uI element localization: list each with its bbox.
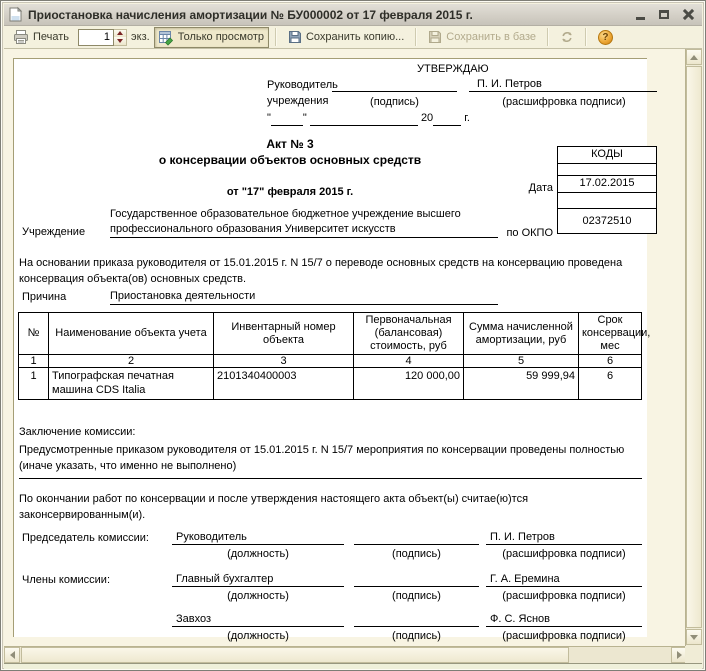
approve-role-line1: Руководитель xyxy=(267,79,338,91)
position-hint: (должность) xyxy=(227,590,289,602)
assets-header-row xyxy=(19,313,642,355)
institution-value: Государственное образовательное бюджетное учреждение высшего профессионального образования Университет искусств xyxy=(110,207,498,238)
spin-up-button[interactable] xyxy=(114,30,126,38)
scroll-down-button[interactable] xyxy=(686,629,702,645)
col-header: Первоначальная (балансовая) стоимость, руб xyxy=(354,313,464,355)
spin-down-icon xyxy=(117,39,123,43)
position-value: Главный бухгалтер xyxy=(172,572,344,587)
approve-date-line: " " 20 г. xyxy=(267,112,470,124)
col-number: 3 xyxy=(214,355,354,368)
institution-label: Учреждение xyxy=(22,226,86,238)
copies-input[interactable] xyxy=(78,29,114,46)
minimize-button[interactable] xyxy=(631,7,649,23)
signature-blank xyxy=(354,530,479,545)
final-text: По окончании работ по консервации и после утверждения настоящего акта объект(ы) считае(ю)тся законсервированным(и). xyxy=(19,493,529,521)
copies-spin-buttons xyxy=(114,29,127,46)
floppy-db-icon xyxy=(428,30,442,44)
sign-hint: (подпись) xyxy=(392,630,441,642)
minimize-icon xyxy=(636,17,645,20)
document-page xyxy=(13,58,651,642)
col-header: Сумма начисленной амортизации, руб xyxy=(464,313,579,355)
approve-sign-hint: (подпись) xyxy=(370,96,419,108)
col-header: № xyxy=(19,313,49,355)
reason-label: Причина xyxy=(22,291,67,303)
cell-object-name: Типографская печатная машина CDS Italia xyxy=(49,368,214,400)
cell-inventory-number: 2101340400003 xyxy=(214,368,354,400)
col-header: Наименование объекта учета xyxy=(49,313,214,355)
maximize-button[interactable] xyxy=(655,7,673,23)
reason-value: Приостановка деятельности xyxy=(110,289,498,305)
help-icon: ? xyxy=(598,30,613,45)
approve-role-line2: учреждения xyxy=(267,95,329,107)
conclusion-label: Заключение комиссии: xyxy=(19,426,136,438)
position-value: Завхоз xyxy=(172,612,344,627)
col-number: 1 xyxy=(19,355,49,368)
col-header: Инвентарный номер объекта xyxy=(214,313,354,355)
cell-depreciation: 59 999,94 xyxy=(464,368,579,400)
col-number: 6 xyxy=(579,355,642,368)
view-only-label: Только просмотр xyxy=(177,31,264,43)
title-bar xyxy=(4,4,702,26)
close-icon xyxy=(683,9,694,20)
scroll-left-button[interactable] xyxy=(4,647,20,663)
conclusion-text: Предусмотренные приказом руководителя от 15.01.2015 г. N 15/7 мероприятия по консервации проведены полностью (иначе указать, что именно не выполнено) xyxy=(19,444,625,472)
vertical-scrollbar xyxy=(685,49,702,646)
arrow-down-icon xyxy=(690,635,698,640)
approve-signature-line xyxy=(332,77,457,92)
approve-name-hint: (расшифровка подписи) xyxy=(502,96,626,108)
table-row xyxy=(19,368,642,400)
toolbar-separator xyxy=(547,28,549,46)
approve-title: УТВЕРЖДАЮ xyxy=(417,63,489,75)
scroll-up-button[interactable] xyxy=(686,49,702,65)
toolbar-separator xyxy=(585,28,587,46)
spin-down-button[interactable] xyxy=(114,37,126,45)
toolbar-separator xyxy=(275,28,277,46)
codes-header: КОДЫ xyxy=(557,146,657,164)
name-value: П. И. Петров xyxy=(486,530,642,545)
act-subtitle: о консервации объектов основных средств xyxy=(158,153,422,167)
col-number: 5 xyxy=(464,355,579,368)
cell-initial-cost: 120 000,00 xyxy=(354,368,464,400)
codes-okpo-value: 02372510 xyxy=(557,208,657,234)
arrow-up-icon xyxy=(690,55,698,60)
save-db-label: Сохранить в базе xyxy=(446,31,536,43)
copies-spinner xyxy=(78,29,127,46)
act-date: от "17" февраля 2015 г. xyxy=(226,186,354,198)
sign-hint: (подпись) xyxy=(392,548,441,560)
arrow-left-icon xyxy=(10,651,15,659)
document-area xyxy=(4,49,702,646)
codes-empty-cell xyxy=(557,192,657,209)
refresh-icon xyxy=(560,30,574,44)
basis-text: На основании приказа руководителя от 15.01.2015 г. N 15/7 о переводе основных средств на консервацию проведена консервация объекта(ов) основных средств. xyxy=(19,257,623,285)
status-bar xyxy=(4,663,702,669)
position-hint: (должность) xyxy=(227,630,289,642)
close-button[interactable] xyxy=(679,7,697,23)
name-hint: (расшифровка подписи) xyxy=(502,590,626,602)
print-label: Печать xyxy=(33,31,70,43)
help-button[interactable] xyxy=(593,27,618,48)
copies-unit-label: экз. xyxy=(131,31,150,43)
position-value: Руководитель xyxy=(172,530,344,545)
toolbar xyxy=(4,26,702,49)
horizontal-scrollbar xyxy=(4,646,687,663)
col-number: 4 xyxy=(354,355,464,368)
name-hint: (расшифровка подписи) xyxy=(502,630,626,642)
floppy-icon xyxy=(288,30,302,44)
signature-blank xyxy=(354,572,479,587)
name-hint: (расшифровка подписи) xyxy=(502,548,626,560)
save-copy-label: Сохранить копию... xyxy=(305,31,405,43)
scrollbar-corner xyxy=(685,646,702,663)
cell-index: 1 xyxy=(19,368,49,400)
cell-term: 6 xyxy=(579,368,642,400)
document-icon xyxy=(9,7,22,22)
section-divider xyxy=(19,478,642,479)
codes-date-value: 17.02.2015 xyxy=(557,175,657,193)
codes-table xyxy=(557,147,657,234)
codes-date-label: Дата xyxy=(528,182,553,194)
approve-name: П. И. Петров xyxy=(469,77,657,92)
print-button[interactable] xyxy=(8,27,74,48)
toolbar-separator xyxy=(415,28,417,46)
h-scroll-thumb[interactable] xyxy=(21,647,569,663)
name-value: Г. А. Еремина xyxy=(486,572,642,587)
save-copy-button[interactable] xyxy=(283,27,409,47)
members-label: Члены комиссии: xyxy=(22,574,111,586)
codes-okpo-label: по ОКПО xyxy=(506,227,553,239)
spin-up-icon xyxy=(117,31,123,35)
position-hint: (должность) xyxy=(227,548,289,560)
col-number: 2 xyxy=(49,355,214,368)
save-db-button[interactable] xyxy=(423,27,541,47)
act-title: Акт № 3 xyxy=(266,137,314,151)
signature-blank xyxy=(354,612,479,627)
printer-icon xyxy=(13,30,29,45)
assets-table xyxy=(18,312,651,400)
view-only-icon xyxy=(159,30,174,45)
view-only-toggle[interactable] xyxy=(154,27,269,48)
maximize-icon xyxy=(659,10,669,19)
v-scroll-thumb[interactable] xyxy=(686,66,702,628)
assets-colnum-row xyxy=(19,355,642,368)
arrow-right-icon xyxy=(677,651,682,659)
window-title: Приостановка начисления амортизации № БУ000002 от 17 февраля 2015 г. xyxy=(28,7,473,22)
refresh-button[interactable] xyxy=(555,27,579,47)
col-header: Срок консервации, мес xyxy=(579,313,642,355)
name-value: Ф. С. Яснов xyxy=(486,612,642,627)
chairman-label: Председатель комиссии: xyxy=(22,532,149,544)
sign-hint: (подпись) xyxy=(392,590,441,602)
